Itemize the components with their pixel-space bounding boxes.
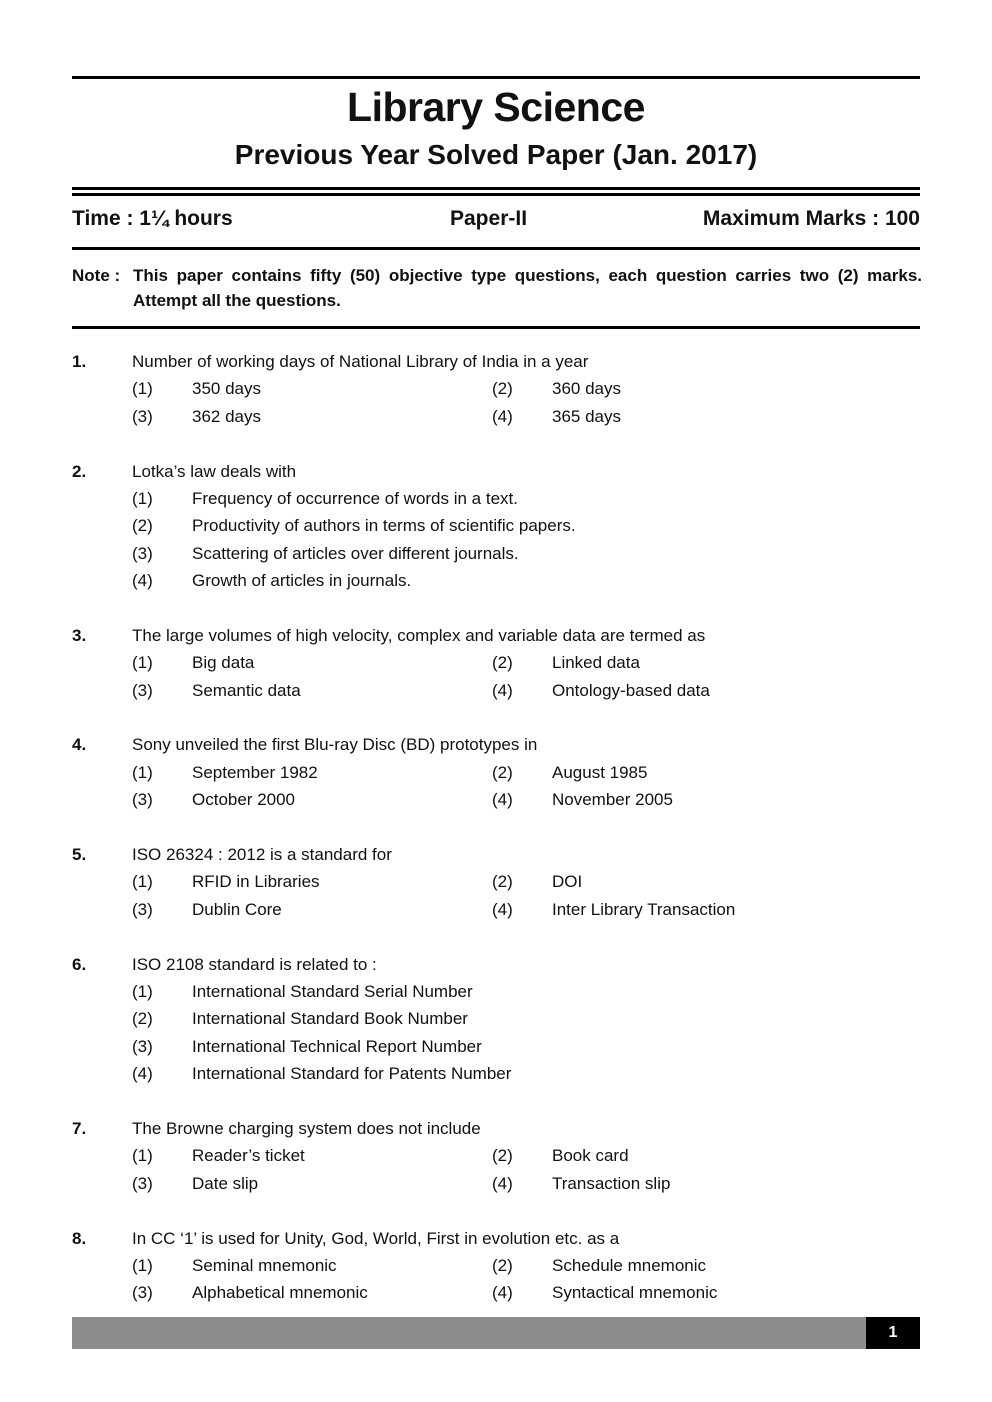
question-text: ISO 26324 : 2012 is a standard for — [132, 845, 392, 865]
option-text: International Standard for Patents Number — [192, 1064, 512, 1084]
option-number: (1) — [132, 1146, 153, 1166]
option-number: (2) — [492, 1146, 513, 1166]
option-text: November 2005 — [552, 790, 673, 810]
option-number: (4) — [132, 571, 153, 591]
option-text: August 1985 — [552, 762, 648, 782]
question-text: ISO 2108 standard is related to : — [132, 954, 377, 974]
option-row — [72, 485, 920, 512]
option-number: (1) — [132, 1255, 153, 1275]
question-text: Number of working days of National Library of India in a year — [132, 352, 589, 371]
time-label: Time : 1¼ hours — [72, 207, 233, 230]
option-number: (1) — [132, 981, 153, 1001]
question-text: The large volumes of high velocity, complex and variable data are termed as — [132, 625, 706, 645]
question-number: 1. — [72, 352, 87, 371]
option-number: (2) — [492, 762, 513, 782]
option-text: Dublin Core — [192, 899, 282, 919]
option-text: Ontology-based data — [552, 680, 710, 700]
option-number: (3) — [132, 406, 153, 426]
option-row — [72, 868, 920, 895]
option-row — [72, 1005, 920, 1032]
option-text: Syntactical mnemonic — [552, 1283, 718, 1303]
double-rule-bottom — [72, 193, 920, 196]
question — [72, 1225, 920, 1307]
option-row — [72, 403, 920, 430]
option-number: (3) — [132, 1036, 153, 1056]
option-row — [72, 649, 920, 676]
option-row — [72, 540, 920, 567]
top-rule — [72, 76, 920, 79]
option-text: Frequency of occurrence of words in a text. — [192, 488, 518, 508]
question-number: 7. — [72, 1118, 87, 1138]
option-number: (4) — [492, 1173, 513, 1193]
question-number: 6. — [72, 954, 87, 974]
option-row — [72, 677, 920, 704]
option-number: (4) — [492, 899, 513, 919]
option-text: 350 days — [192, 379, 261, 399]
question-list — [72, 348, 920, 1334]
option-row — [72, 375, 920, 402]
option-row — [72, 1279, 920, 1306]
option-row — [72, 786, 920, 813]
option-number: (4) — [492, 406, 513, 426]
option-number: (4) — [492, 790, 513, 810]
option-text: International Standard Serial Number — [192, 981, 473, 1001]
note-label: Note : — [72, 266, 121, 285]
question-text: In CC ‘1’ is used for Unity, God, World, First in evolution etc. as a — [132, 1228, 620, 1248]
option-number: (1) — [132, 872, 153, 892]
question — [72, 841, 920, 923]
max-marks-label: Maximum Marks : 100 — [702, 207, 920, 230]
option-text: RFID in Libraries — [192, 872, 320, 892]
question-number: 8. — [72, 1228, 87, 1248]
option-text: Semantic data — [192, 680, 301, 700]
option-row — [72, 1033, 920, 1060]
option-text: Schedule mnemonic — [552, 1255, 707, 1275]
paper-label: Paper-II — [450, 207, 528, 230]
question-text: The Browne charging system does not include — [132, 1118, 481, 1138]
option-text: October 2000 — [192, 790, 296, 810]
option-text: Seminal mnemonic — [192, 1255, 337, 1275]
option-row — [72, 567, 920, 594]
option-text: Reader’s ticket — [192, 1146, 305, 1166]
option-text: Growth of articles in journals. — [192, 571, 412, 591]
rule-below-note — [72, 326, 920, 329]
page-subtitle: Previous Year Solved Paper (Jan. 2017) — [234, 139, 758, 170]
question — [72, 622, 920, 704]
rule-below-meta — [72, 247, 920, 250]
option-text: Scattering of articles over different journals. — [192, 543, 519, 563]
option-row — [72, 759, 920, 786]
option-number: (1) — [132, 762, 153, 782]
option-number: (3) — [132, 790, 153, 810]
page-number: 1 — [866, 1317, 920, 1349]
option-number: (2) — [492, 653, 513, 673]
option-text: Productivity of authors in terms of scientific papers. — [192, 516, 576, 536]
option-text: 362 days — [192, 406, 261, 426]
option-row — [72, 978, 920, 1005]
option-number: (3) — [132, 1173, 153, 1193]
option-number: (1) — [132, 379, 153, 399]
question — [72, 1115, 920, 1197]
option-row — [72, 512, 920, 539]
option-text: Transaction slip — [552, 1173, 671, 1193]
option-number: (3) — [132, 543, 153, 563]
option-row — [72, 1060, 920, 1087]
option-text: Linked data — [552, 653, 640, 673]
option-text: DOI — [552, 872, 583, 892]
option-text: Big data — [192, 653, 255, 673]
option-number: (2) — [492, 872, 513, 892]
note — [72, 263, 922, 313]
question — [72, 731, 920, 813]
option-number: (4) — [492, 1283, 513, 1303]
double-rule-top — [72, 187, 920, 190]
option-number: (3) — [132, 899, 153, 919]
option-number: (1) — [132, 653, 153, 673]
footer-bar — [72, 1317, 866, 1349]
option-row — [72, 1252, 920, 1279]
option-number: (2) — [132, 516, 153, 536]
option-number: (3) — [132, 1283, 153, 1303]
question-text: Sony unveiled the first Blu-ray Disc (BD) prototypes in — [132, 735, 538, 755]
option-number: (4) — [132, 1064, 153, 1084]
option-number: (3) — [132, 680, 153, 700]
option-row — [72, 896, 920, 923]
question-number: 4. — [72, 735, 87, 755]
option-text: Inter Library Transaction — [552, 899, 736, 919]
option-text: 365 days — [552, 406, 621, 426]
question-number: 5. — [72, 845, 87, 865]
option-text: 360 days — [552, 379, 621, 399]
question-number: 2. — [72, 461, 87, 481]
question — [72, 458, 920, 595]
option-number: (4) — [492, 680, 513, 700]
option-text: Book card — [552, 1146, 629, 1166]
option-number: (2) — [492, 1255, 513, 1275]
option-row — [72, 1170, 920, 1197]
option-text: Alphabetical mnemonic — [192, 1283, 368, 1303]
question-text: Lotka’s law deals with — [132, 461, 297, 481]
option-text: International Standard Book Number — [192, 1009, 468, 1029]
option-text: Date slip — [192, 1173, 259, 1193]
question — [72, 951, 920, 1088]
option-number: (2) — [132, 1009, 153, 1029]
option-number: (1) — [132, 488, 153, 508]
option-text: International Technical Report Number — [192, 1036, 482, 1056]
option-row — [72, 1142, 920, 1169]
page-title: Library Science — [347, 84, 645, 130]
option-text: September 1982 — [192, 762, 318, 782]
option-number: (2) — [492, 379, 513, 399]
note-text: This paper contains fifty (50) objective type questions, each question carries two (2) marks. Attempt all the questions. — [133, 266, 922, 310]
question-number: 3. — [72, 625, 87, 645]
question — [72, 348, 920, 430]
